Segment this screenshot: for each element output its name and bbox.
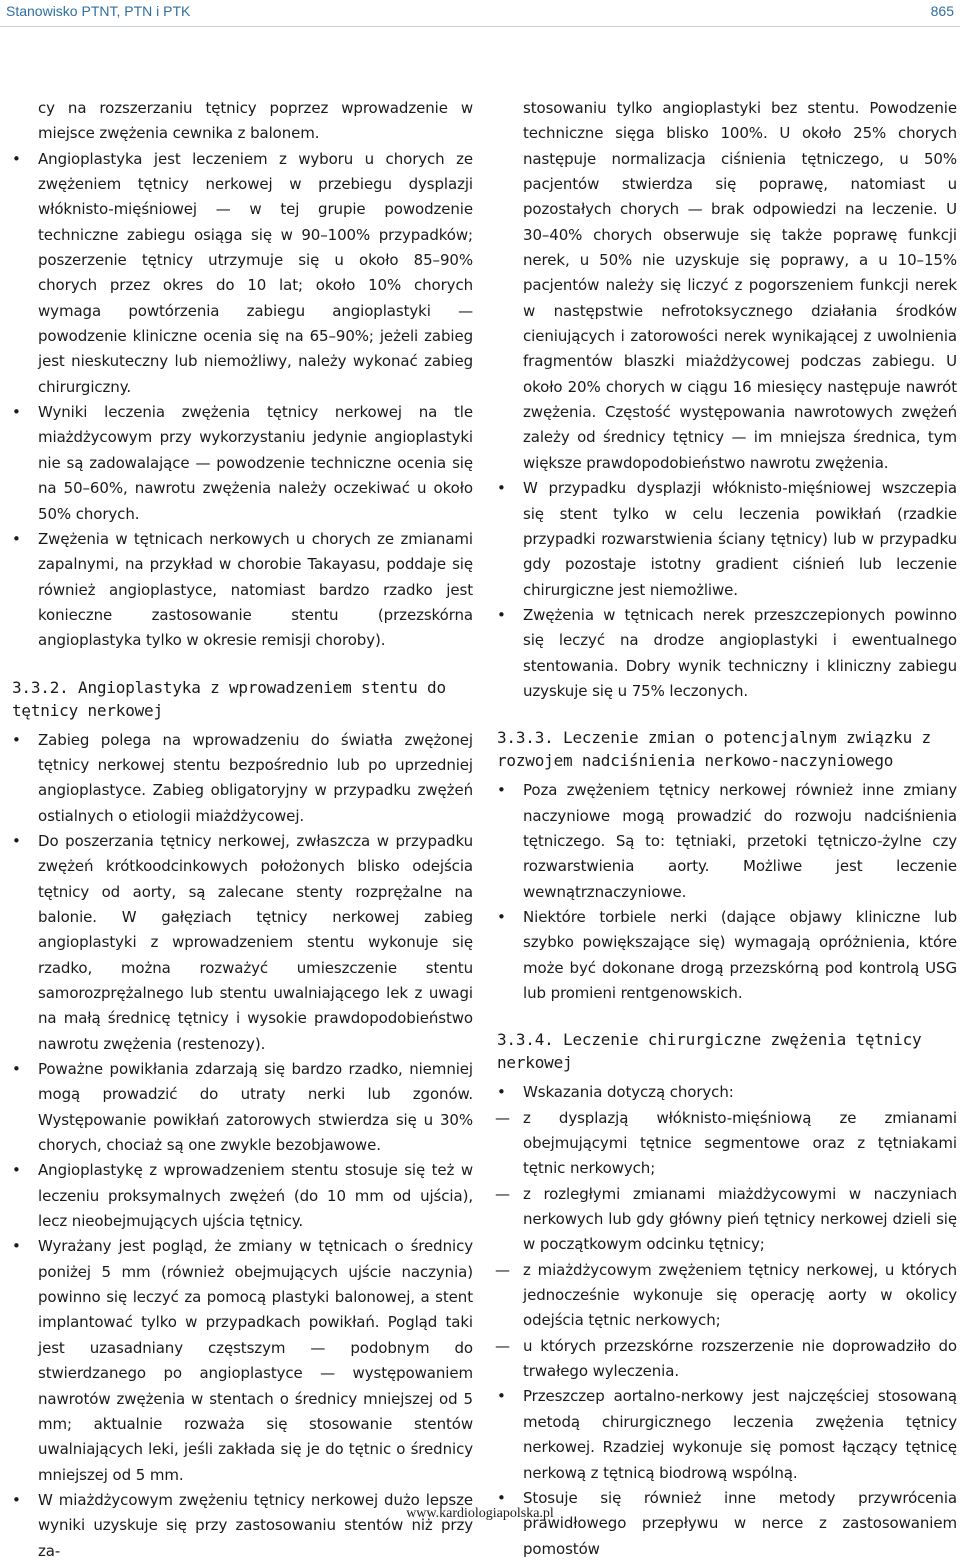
section-heading: 3.3.4. Leczenie chirurgiczne zwężenia tętnicy nerkowej <box>497 1030 922 1073</box>
bullet-marker: • <box>12 730 21 749</box>
paragraph: cy na rozszerzaniu tętnicy poprzez wprowadzenie w miejsce zwężenia cewnika z balonem. <box>38 99 473 143</box>
list-item-text: Poważne powikłania zdarzają się bardzo rzadko, niemniej mogą prowadzić do utraty nerki lub zgonów. Występowanie powikłań zatorowych stwierdza się u 30% chorych, chociaż są one zwykle bezobjawowe. <box>38 1060 473 1155</box>
list-item <box>497 476 957 603</box>
bullet-marker: • <box>12 1060 21 1079</box>
dash-item <box>497 1106 957 1182</box>
dash-item-text: z miażdżycowym zwężeniem tętnicy nerkowej, u których jednocześnie wykonuje się operację aorty w okolicy odejścia tętnic nerkowych; <box>523 1260 957 1330</box>
dash-item-text: z dysplazją włóknisto-mięśniową ze zmianami obejmującymi tętnice segmentowe oraz z tętniakami tętnic nerkowych; <box>523 1108 957 1178</box>
bullet-marker: • <box>12 149 21 168</box>
dash-item <box>497 1182 957 1258</box>
list-item-text: Stosuje się również inne metody przywrócenia prawidłowego przepływu w nerce z zastosowaniem pomostów <box>523 1488 957 1558</box>
bullet-marker: • <box>12 1237 21 1256</box>
list-item-text: Do poszerzania tętnicy nerkowej, zwłaszcza w przypadku zwężeń krótkoodcinkowych położonych blisko odejścia tętnicy od aorty, są zalecane stenty rozprężalne na balonie. W gałęziach tętnicy nerkowej zabieg angioplastyki z wprowadzeniem stentu wykonuje się rzadko, można rozważyć umieszczenie stentu samorozprężalnego lub stentu uwalniającego lek z uwagi na małą średnicę tętnicy i wysokie prawdopodobieństwo nawrotu zwężenia (restenozy). <box>38 831 473 1053</box>
bullet-marker: • <box>497 1488 506 1507</box>
list-item <box>12 829 473 1057</box>
list-item <box>12 1057 473 1158</box>
list-item <box>497 778 957 905</box>
list-item <box>12 1488 473 1564</box>
bullet-marker: • <box>12 831 21 850</box>
dash-item <box>497 1334 957 1385</box>
dash-marker: — <box>495 1336 510 1355</box>
list-item-text: Wskazania dotyczą chorych: <box>523 1083 734 1102</box>
bullet-marker: • <box>12 1161 21 1180</box>
list-item <box>12 400 473 527</box>
list-item-text: Przeszczep aortalno-nerkowy jest najczęściej stosowaną metodą chirurgicznego leczenia zwężenia tętnicy nerkowej. Rzadziej wykonuje się pomost łączący tętnicę nerkową z tętnicą biodrową wspólną. <box>523 1387 957 1482</box>
list-item <box>12 147 473 400</box>
dash-item <box>497 1258 957 1334</box>
bullet-marker: • <box>12 403 21 422</box>
list-item <box>497 905 957 1006</box>
footer-url[interactable]: www.kardiologiapolska.pl <box>406 1506 554 1521</box>
list-item-text: Zabieg polega na wprowadzeniu do światła zwężonej tętnicy nerkowej stentu bezpośrednio lub po uprzedniej angioplastyce. Zabieg obligatoryjny w przypadku zwężeń ostialnych o etiologii miażdżycowej. <box>38 730 473 825</box>
section-heading: 3.3.3. Leczenie zmian o potencjalnym związku z rozwojem nadciśnienia nerkowo-naczyniowego <box>497 728 931 771</box>
left-column <box>12 96 473 1564</box>
bullet-marker: • <box>497 1083 506 1102</box>
bullet-marker: • <box>497 781 506 800</box>
dash-marker: — <box>495 1260 510 1279</box>
list-item-text: Zwężenia w tętnicach nerek przeszczepionych powinno się leczyć na drodze angioplastyki i ewentualnego stentowania. Dobry wynik techniczny i kliniczny zabiegu uzyskuje się u 75% leczonych. <box>523 605 957 700</box>
list-item <box>12 728 473 829</box>
dash-item-text: z rozległymi zmianami miażdżycowymi w naczyniach nerkowych lub gdy główny pień tętnicy nerkowej dzieli się w początkowym odcinku tętnicy; <box>523 1184 957 1254</box>
list-item <box>497 1486 957 1562</box>
list-item-text: Angioplastykę z wprowadzeniem stentu stosuje się też w leczeniu proksymalnych zwężeń (do 10 mm od ujścia), lecz nieobejmujących ujścia tętnicy. <box>38 1161 473 1231</box>
list-item <box>12 527 473 654</box>
bullet-marker: • <box>497 605 506 624</box>
list-item-text: Wyniki leczenia zwężenia tętnicy nerkowej na tle miażdżycowym przy wykorzystaniu jedynie angioplastyki nie są zadowalające — powodzenie techniczne ocenia się na 50–60%, nawrotu zwężenia należy oczekiwać u około 50% chorych. <box>38 403 473 523</box>
list-item-text: Angioplastyka jest leczeniem z wyboru u chorych ze zwężeniem tętnicy nerkowej w przebiegu dysplazji włóknisto-mięśniowej — w tej grupie powodzenie techniczne zabiegu osiąga się w 90–100% przypadków; poszerzenie tętnicy utrzymuje się u około 85–90% chorych przez okres do 10 lat; około 10% chorych wymaga powtórzenia zabiegu angioplastyki — powodzenie kliniczne ocenia się na 65–90%; jeżeli zabieg jest nieskuteczny lub niemożliwy, należy wykonać zabieg chirurgiczny. <box>38 149 473 396</box>
paragraph: stosowaniu tylko angioplastyki bez stentu. Powodzenie techniczne sięga blisko 100%. U około 25% chorych następuje normalizacja ciśnienia tętniczego, u 50% pacjentów stwierdza się poprawę, natomiast u pozostałych chorych — brak odpowiedzi na leczenie. U 30–40% chorych obserwuje się także poprawę funkcji nerek, u 50% nie uzyskuje się poprawy, a u 10–15% pacjentów należy się liczyć z pogorszeniem funkcji nerek w następstwie nefrotoksycznego działania środków cieniujących i zatorowości nerek wynikającej z uwolnienia fragmentów blaszki miażdżycowej podczas zabiegu. U około 20% chorych w ciągu 16 miesięcy następuje nawrót zwężenia. Częstość występowania nawrotowych zwężeń zależy od średnicy tętnicy — im mniejsza średnica, tym większe prawdopodobieństwo nawrotu zwężenia. <box>523 99 957 472</box>
header-title: Stanowisko PTNT, PTN i PTK <box>6 3 191 19</box>
bullet-marker: • <box>497 907 506 926</box>
list-item-text: W miażdżycowym zwężeniu tętnicy nerkowej dużo lepsze wyniki uzyskuje się przy zastosowaniu stentów niż przy za- <box>38 1490 473 1560</box>
section-heading: 3.3.2. Angioplastyka z wprowadzeniem stentu do tętnicy nerkowej <box>12 677 446 720</box>
dash-marker: — <box>495 1108 510 1127</box>
bullet-marker: • <box>12 1490 21 1509</box>
page-number: 865 <box>930 3 954 19</box>
bullet-marker: • <box>497 1387 506 1406</box>
dash-marker: — <box>495 1184 510 1203</box>
right-column <box>497 96 957 1562</box>
list-item <box>497 1384 957 1485</box>
list-item <box>497 1080 957 1105</box>
running-header <box>0 0 960 27</box>
list-item <box>12 1234 473 1487</box>
list-item-text: Wyrażany jest pogląd, że zmiany w tętnicach o średnicy poniżej 5 mm (również obejmujących ujście naczynia) powinno się leczyć za pomocą plastyki balonowej, a stent implantować tylko w przypadkach powikłań. Pogląd taki jest uzasadniany częstszym — podobnym do stwierdzanego po angioplastyce — występowaniem nawrotów zwężenia w stentach o średnicy mniejszej od 5 mm; aktualnie rozważa się stosowanie stentów uwalniających leki, jeśli zakłada się je do tętnic o średnicy mniejszej od 5 mm. <box>38 1237 473 1484</box>
list-item <box>12 1158 473 1234</box>
bullet-marker: • <box>12 529 21 548</box>
list-item-text: W przypadku dysplazji włóknisto-mięśniowej wszczepia się stent tylko w celu leczenia powikłań (rzadkie przypadki rozwarstwienia ściany tętnicy) lub w przypadku gdy pozostaje istotny gradient ciśnień lub leczenie chirurgiczne jest niemożliwe. <box>523 479 957 599</box>
list-item-text: Niektóre torbiele nerki (dające objawy kliniczne lub szybko powiększające się) wymagają opróżnienia, które może być dokonane drogą przezskórną pod kontrolą USG lub promieni rentgenowskich. <box>523 907 957 1002</box>
dash-item-text: u których przezskórne rozszerzenie nie doprowadziło do trwałego wyleczenia. <box>523 1336 957 1381</box>
list-item <box>497 603 957 704</box>
list-item-text: Poza zwężeniem tętnicy nerkowej również inne zmiany naczyniowe mogą prowadzić do rozwoju nadciśnienia tętniczego. Są to: tętniaki, przetoki tętniczo-żylne czy rozwarstwienia aorty. Możliwe jest leczenie wewnątrznaczyniowe. <box>523 781 957 901</box>
list-item-text: Zwężenia w tętnicach nerkowych u chorych ze zmianami zapalnymi, na przykład w chorobie Takayasu, poddaje się również angioplastyce, natomiast bardzo rzadko jest konieczne zastosowanie stentu (przezskórna angioplastyka tylko w okresie remisji choroby). <box>38 529 473 650</box>
bullet-marker: • <box>497 479 506 498</box>
